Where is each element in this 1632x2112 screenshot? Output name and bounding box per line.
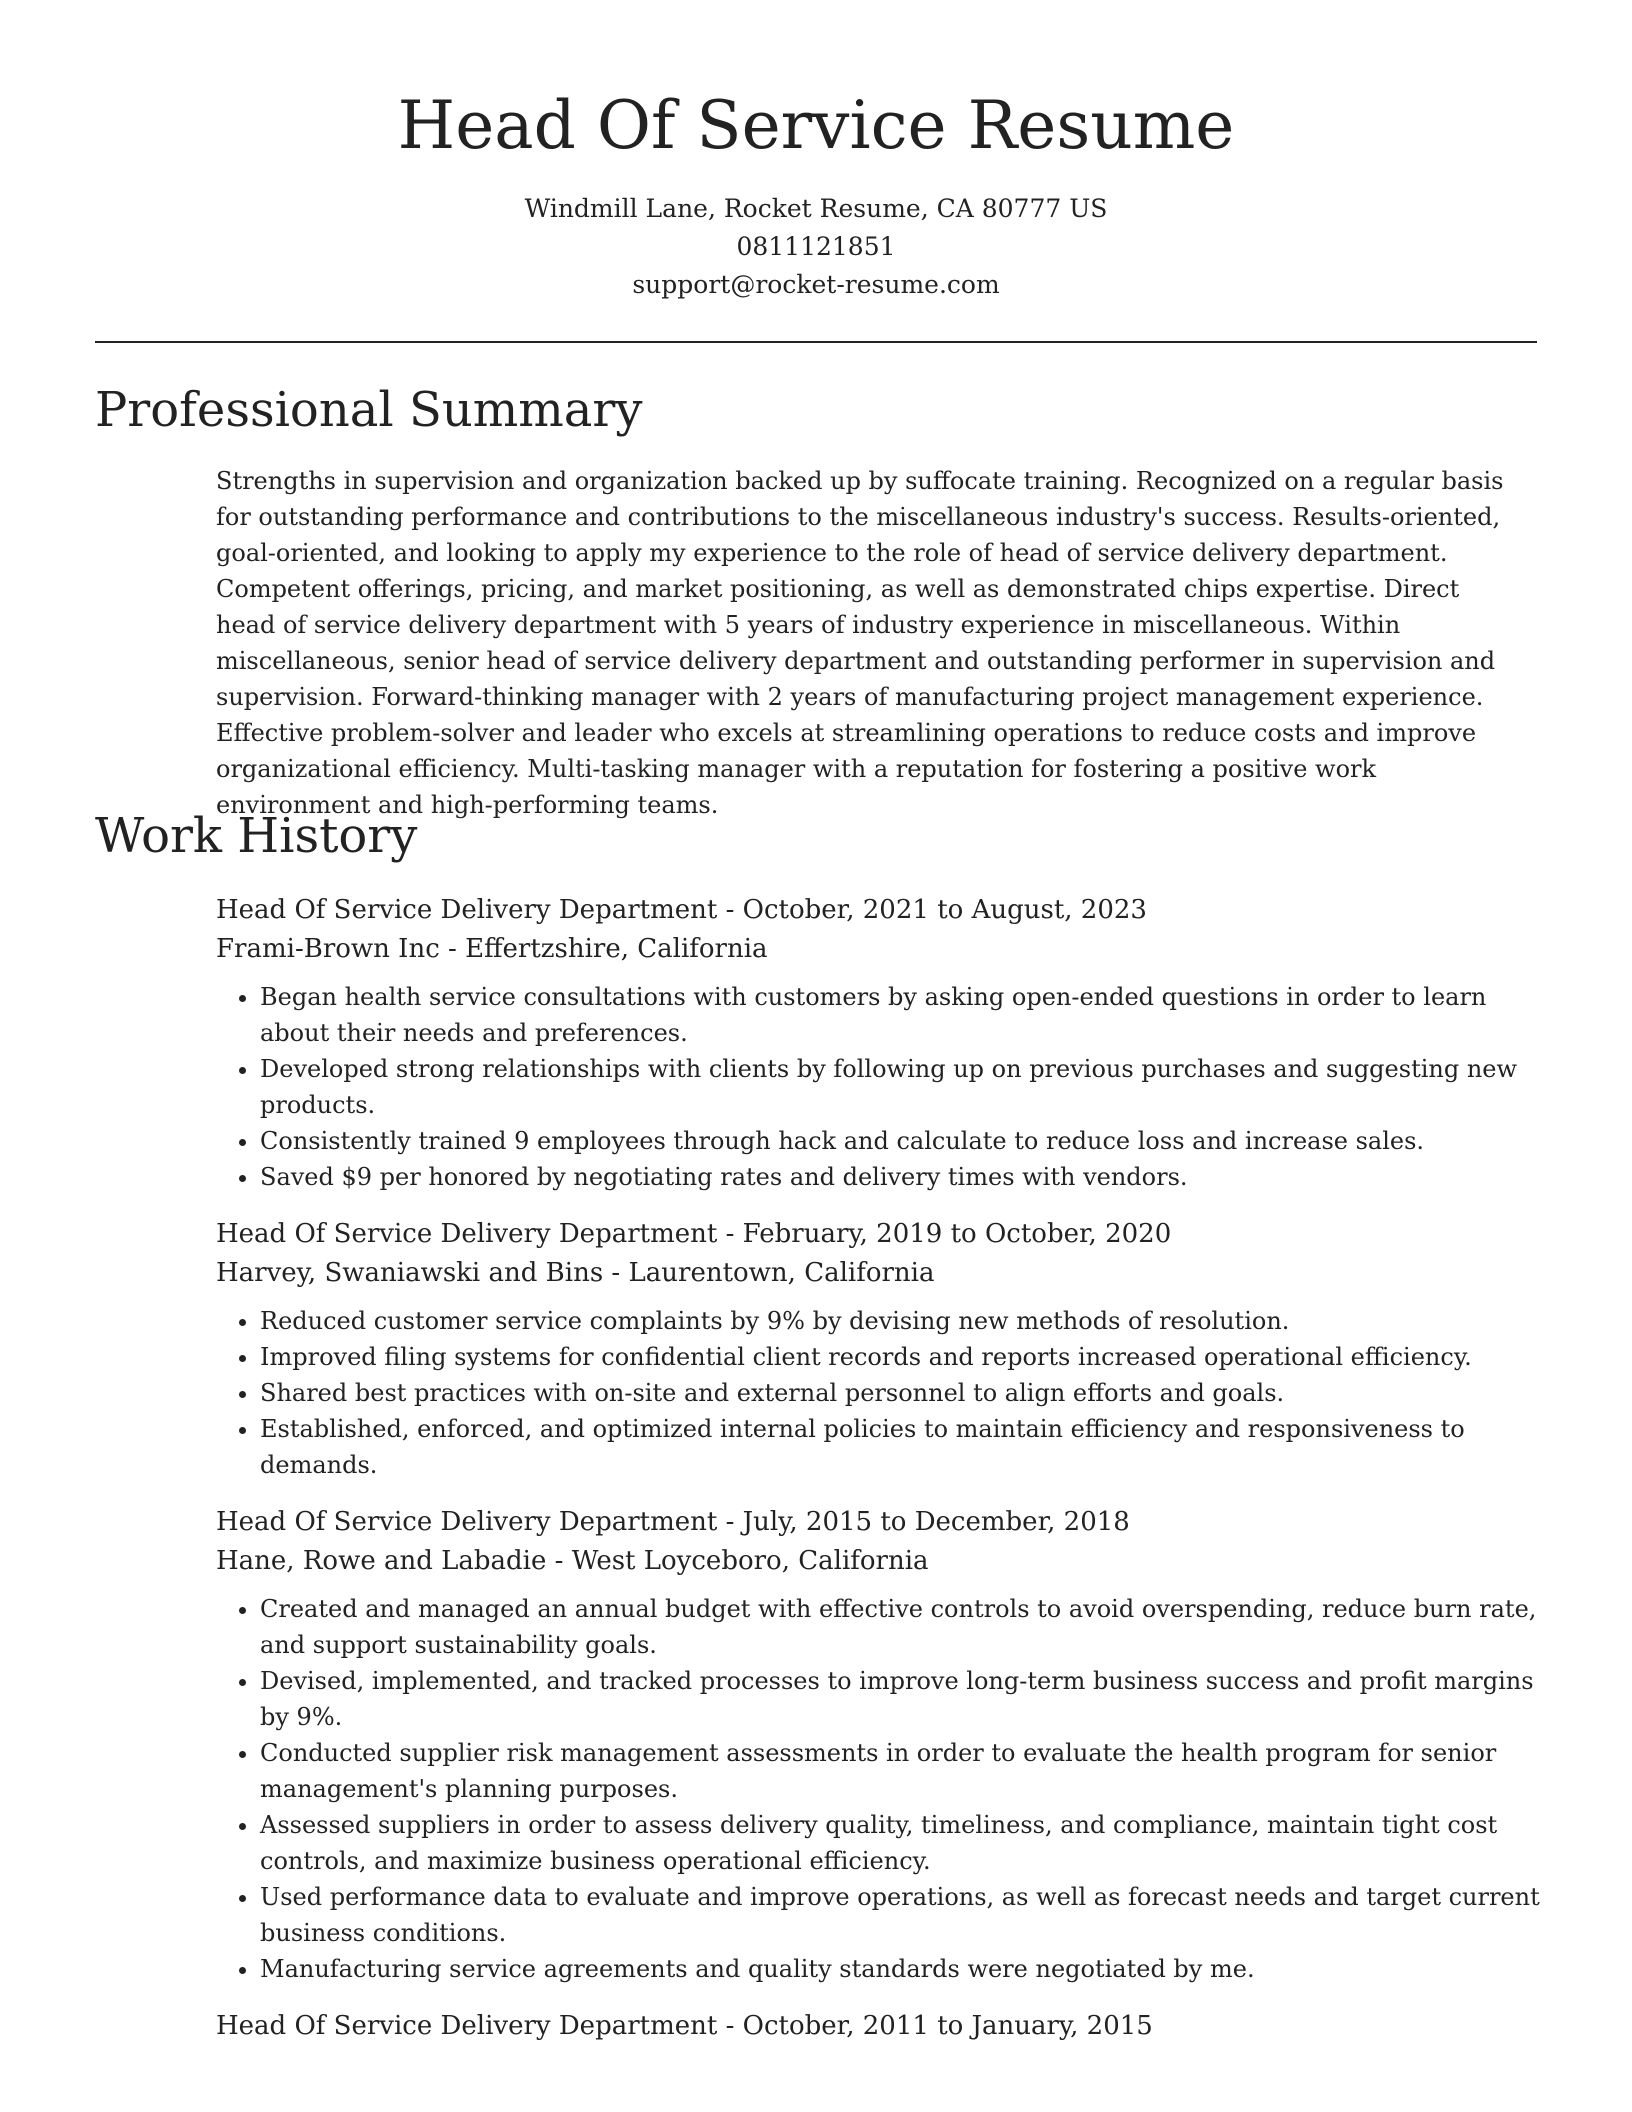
job-bullets <box>216 979 1540 1195</box>
job-bullet: • Reduced customer service complaints by 9% by devising new methods of resolution. <box>260 1303 1540 1339</box>
job-location: Effertzshire, California <box>465 934 768 964</box>
job-company: Harvey, Swaniawski and Bins <box>216 1258 604 1288</box>
job-dates: October, 2021 to August, 2023 <box>742 895 1147 925</box>
job-bullet: • Improved filing systems for confidential client records and reports increased operational efficiency. <box>260 1339 1540 1375</box>
job-bullet: • Used performance data to evaluate and improve operations, as well as forecast needs and target current business conditions. <box>260 1879 1540 1951</box>
job-dates: February, 2019 to October, 2020 <box>742 1219 1172 1249</box>
job-entry <box>216 1215 1540 1483</box>
contact-email: support@rocket-resume.com <box>632 270 1000 299</box>
job-bullet: • Manufacturing service agreements and quality standards were negotiated by me. <box>260 1951 1540 1987</box>
job-bullet: • Developed strong relationships with clients by following up on previous purchases and suggesting new products. <box>260 1051 1540 1123</box>
job-bullet: • Devised, implemented, and tracked processes to improve long-term business success and profit margins by 9%. <box>260 1663 1540 1735</box>
job-bullet: • Shared best practices with on-site and external personnel to align efforts and goals. <box>260 1375 1540 1411</box>
job-entry <box>216 1503 1540 1987</box>
resume-header <box>0 0 1632 304</box>
resume-title: Head Of Service Resume <box>397 87 1235 164</box>
job-title: Head Of Service Delivery Department <box>216 895 718 925</box>
job-company: Hane, Rowe and Labadie <box>216 1546 547 1576</box>
summary-heading: Professional Summary <box>95 382 643 438</box>
job-location: West Loyceboro, California <box>571 1546 929 1576</box>
job-company: Frami-Brown Inc <box>216 934 440 964</box>
job-bullet: • Created and managed an annual budget with effective controls to avoid overspending, reduce burn rate, and support sustainability goals. <box>260 1591 1540 1663</box>
work-history-heading: Work History <box>95 808 418 864</box>
work-history-list <box>216 891 1540 2066</box>
contact-address: Windmill Lane, Rocket Resume, CA 80777 US <box>524 194 1108 223</box>
job-bullet: • Conducted supplier risk management assessments in order to evaluate the health program for senior management's planning purposes. <box>260 1735 1540 1807</box>
job-title: Head Of Service Delivery Department <box>216 2011 718 2041</box>
contact-block <box>0 190 1632 304</box>
job-bullet: • Saved $9 per honored by negotiating rates and delivery times with vendors. <box>260 1159 1540 1195</box>
job-company-line: Harvey, Swaniawski and Bins - Laurentown, California <box>216 1258 935 1288</box>
job-dates: October, 2011 to January, 2015 <box>742 2011 1153 2041</box>
job-bullet: • Established, enforced, and optimized internal policies to maintain efficiency and responsiveness to demands. <box>260 1411 1540 1483</box>
job-company-line: Frami-Brown Inc - Effertzshire, California <box>216 934 768 964</box>
job-bullet: • Assessed suppliers in order to assess delivery quality, timeliness, and compliance, maintain tight cost controls, and maximize business operational efficiency. <box>260 1807 1540 1879</box>
job-title-line: Head Of Service Delivery Department - February, 2019 to October, 2020 <box>216 1219 1172 1249</box>
job-bullets <box>216 1591 1540 1987</box>
job-dates: July, 2015 to December, 2018 <box>742 1507 1130 1537</box>
header-divider <box>95 341 1537 343</box>
job-entry <box>216 891 1540 1195</box>
job-title-line: Head Of Service Delivery Department - July, 2015 to December, 2018 <box>216 1507 1130 1537</box>
job-title-line: Head Of Service Delivery Department - October, 2011 to January, 2015 <box>216 2011 1153 2041</box>
job-title-line: Head Of Service Delivery Department - October, 2021 to August, 2023 <box>216 895 1147 925</box>
job-title: Head Of Service Delivery Department <box>216 1219 718 1249</box>
job-bullets <box>216 1303 1540 1483</box>
job-entry <box>216 2007 1540 2046</box>
job-bullet: • Began health service consultations with customers by asking open-ended questions in order to learn about their needs and preferences. <box>260 979 1540 1051</box>
job-bullet: • Consistently trained 9 employees through hack and calculate to reduce loss and increase sales. <box>260 1123 1540 1159</box>
job-location: Laurentown, California <box>628 1258 935 1288</box>
job-title: Head Of Service Delivery Department <box>216 1507 718 1537</box>
summary-text: Strengths in supervision and organization backed up by suffocate training. Recognized on a regular basis for outstanding performance and contributions to the miscellaneous industry's success. Results-oriented, goal-oriented, and looking to apply my experience to the role of head of service delivery department. Competent offerings, pricing, and market positioning, as well as demonstrated chips expertise. Direct head of service delivery department with 5 years of industry experience in miscellaneous. Within miscellaneous, senior head of service delivery department and outstanding performer in supervision and supervision. Forward-thinking manager with 2 years of manufacturing project management experience. Effective problem-solver and leader who excels at streamlining operations to reduce costs and improve organizational efficiency. Multi-tasking manager with a reputation for fostering a positive work environment and high-performing teams. <box>216 467 1504 819</box>
contact-phone: 0811121851 <box>736 232 896 261</box>
job-company-line: Hane, Rowe and Labadie - West Loyceboro, California <box>216 1546 929 1576</box>
